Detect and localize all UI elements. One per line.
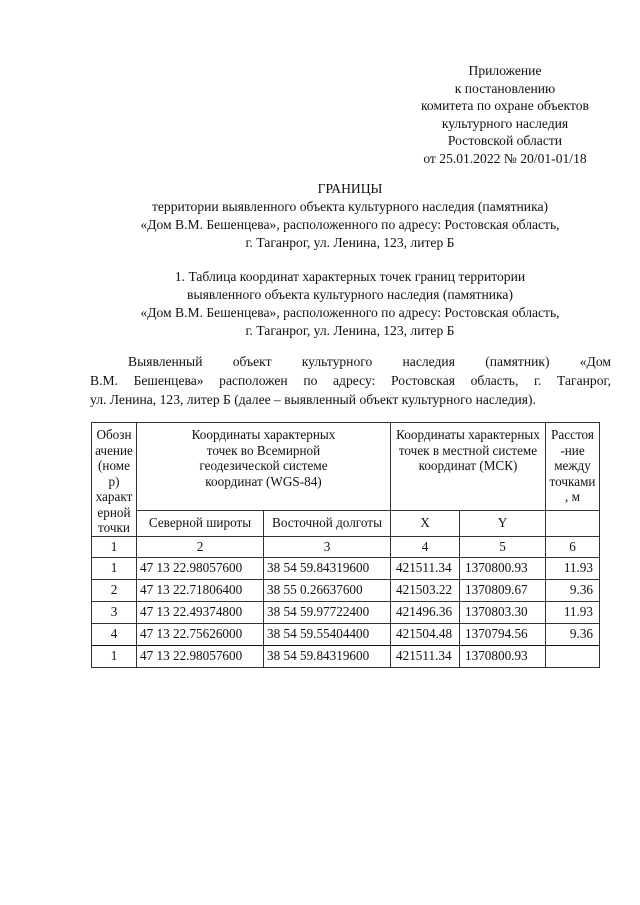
column-number: 4 bbox=[391, 536, 460, 557]
cell-east: 38 54 59.55404400 bbox=[264, 623, 391, 645]
word: «Дом bbox=[579, 354, 611, 369]
column-number: 6 bbox=[546, 536, 600, 557]
header-distance: Расстоя -ние между точками , м bbox=[546, 423, 600, 511]
word: расположен bbox=[219, 373, 288, 388]
document-heading bbox=[90, 180, 610, 252]
table-row bbox=[92, 601, 600, 623]
appendix-line: от 25.01.2022 № 20/01-01/18 bbox=[423, 150, 587, 166]
appendix-line: Ростовской области bbox=[447, 133, 563, 148]
cell-distance: 11.93 bbox=[546, 601, 600, 623]
word: Таганрог, bbox=[557, 373, 611, 388]
cell-x: 421511.34 bbox=[391, 557, 460, 579]
cell-point: 1 bbox=[92, 645, 137, 667]
column-number: 2 bbox=[137, 536, 264, 557]
cell-x: 421504.48 bbox=[391, 623, 460, 645]
word: наследия bbox=[402, 354, 455, 369]
cell-east: 38 54 59.97722400 bbox=[264, 601, 391, 623]
word: (памятник) bbox=[485, 354, 550, 369]
cell-y: 1370803.30 bbox=[460, 601, 546, 623]
word: область, bbox=[470, 373, 519, 388]
cell-north: 47 13 22.49374800 bbox=[137, 601, 264, 623]
header-wgs84: Координаты характерных точек во Всемирной геодезической системе координат (WGS-84) bbox=[137, 423, 391, 511]
body-paragraph bbox=[90, 352, 611, 409]
heading-line: территории выявленного объекта культурного наследия (памятника) bbox=[151, 199, 549, 214]
coordinates-table bbox=[91, 422, 600, 668]
cell-distance: 9.36 bbox=[546, 579, 600, 601]
cell-y: 1370800.93 bbox=[460, 557, 546, 579]
table-row bbox=[92, 579, 600, 601]
cell-distance bbox=[546, 645, 600, 667]
column-number: 3 bbox=[264, 536, 391, 557]
word: по bbox=[303, 373, 318, 388]
word: объект bbox=[232, 354, 272, 369]
appendix-block bbox=[395, 62, 615, 167]
table-row bbox=[92, 557, 600, 579]
table-subheader-row bbox=[92, 510, 600, 536]
cell-east: 38 54 59.84319600 bbox=[264, 557, 391, 579]
cell-distance: 9.36 bbox=[546, 623, 600, 645]
appendix-line: к постановлению bbox=[454, 80, 556, 96]
subheader-empty bbox=[546, 510, 600, 536]
cell-north: 47 13 22.75626000 bbox=[137, 623, 264, 645]
cell-x: 421496.36 bbox=[391, 601, 460, 623]
header-point-designation: Обозн ачение (номе р) характ ерной точки bbox=[92, 423, 137, 537]
heading-line: г. Таганрог, ул. Ленина, 123, литер Б bbox=[245, 235, 455, 250]
cell-y: 1370800.93 bbox=[460, 645, 546, 667]
appendix-line: культурного наследия bbox=[441, 115, 569, 131]
cell-north: 47 13 22.98057600 bbox=[137, 557, 264, 579]
table-title bbox=[90, 268, 610, 340]
subheader-y: Y bbox=[460, 510, 546, 536]
table-header-row bbox=[92, 423, 600, 511]
cell-point: 3 bbox=[92, 601, 137, 623]
subheader-north: Северной широты bbox=[137, 510, 264, 536]
cell-east: 38 54 59.84319600 bbox=[264, 645, 391, 667]
table-row bbox=[92, 623, 600, 645]
appendix-line: Приложение bbox=[468, 63, 542, 78]
paragraph-line-2 bbox=[90, 371, 611, 390]
cell-north: 47 13 22.71806400 bbox=[137, 579, 264, 601]
paragraph-line-1 bbox=[90, 352, 611, 371]
cell-y: 1370809.67 bbox=[460, 579, 546, 601]
table-title-line: г. Таганрог, ул. Ленина, 123, литер Б bbox=[245, 323, 455, 338]
table-title-line: выявленного объекта культурного наследия (памятника) bbox=[187, 287, 513, 302]
subheader-east: Восточной долготы bbox=[264, 510, 391, 536]
cell-x: 421503.22 bbox=[391, 579, 460, 601]
table-title-line: «Дом В.М. Бешенцева», расположенного по адресу: Ростовская область, bbox=[140, 305, 560, 320]
word: адресу: bbox=[333, 373, 376, 388]
cell-east: 38 55 0.26637600 bbox=[264, 579, 391, 601]
column-number: 1 bbox=[92, 536, 137, 557]
cell-north: 47 13 22.98057600 bbox=[137, 645, 264, 667]
column-number: 5 bbox=[460, 536, 546, 557]
cell-y: 1370794.56 bbox=[460, 623, 546, 645]
cell-point: 2 bbox=[92, 579, 137, 601]
cell-point: 4 bbox=[92, 623, 137, 645]
cell-x: 421511.34 bbox=[391, 645, 460, 667]
table-title-line: 1. Таблица координат характерных точек границ территории bbox=[174, 269, 526, 284]
heading-title: ГРАНИЦЫ bbox=[317, 181, 383, 196]
word: культурного bbox=[301, 354, 373, 369]
word: Бешенцева» bbox=[133, 373, 204, 388]
word: г. bbox=[533, 373, 542, 388]
cell-distance: 11.93 bbox=[546, 557, 600, 579]
word: Выявленный bbox=[128, 354, 203, 369]
heading-line: «Дом В.М. Бешенцева», расположенного по адресу: Ростовская область, bbox=[140, 217, 560, 232]
subheader-x: X bbox=[391, 510, 460, 536]
word: В.М. bbox=[90, 373, 118, 388]
word: Ростовская bbox=[390, 373, 455, 388]
table-row bbox=[92, 645, 600, 667]
paragraph-line-3: ул. Ленина, 123, литер Б (далее – выявленный объект культурного наследия). bbox=[90, 392, 536, 407]
header-msk: Координаты характерных точек в местной системе координат (МСК) bbox=[391, 423, 546, 511]
column-number-row bbox=[92, 536, 600, 557]
appendix-line: комитета по охране объектов bbox=[421, 98, 589, 113]
cell-point: 1 bbox=[92, 557, 137, 579]
